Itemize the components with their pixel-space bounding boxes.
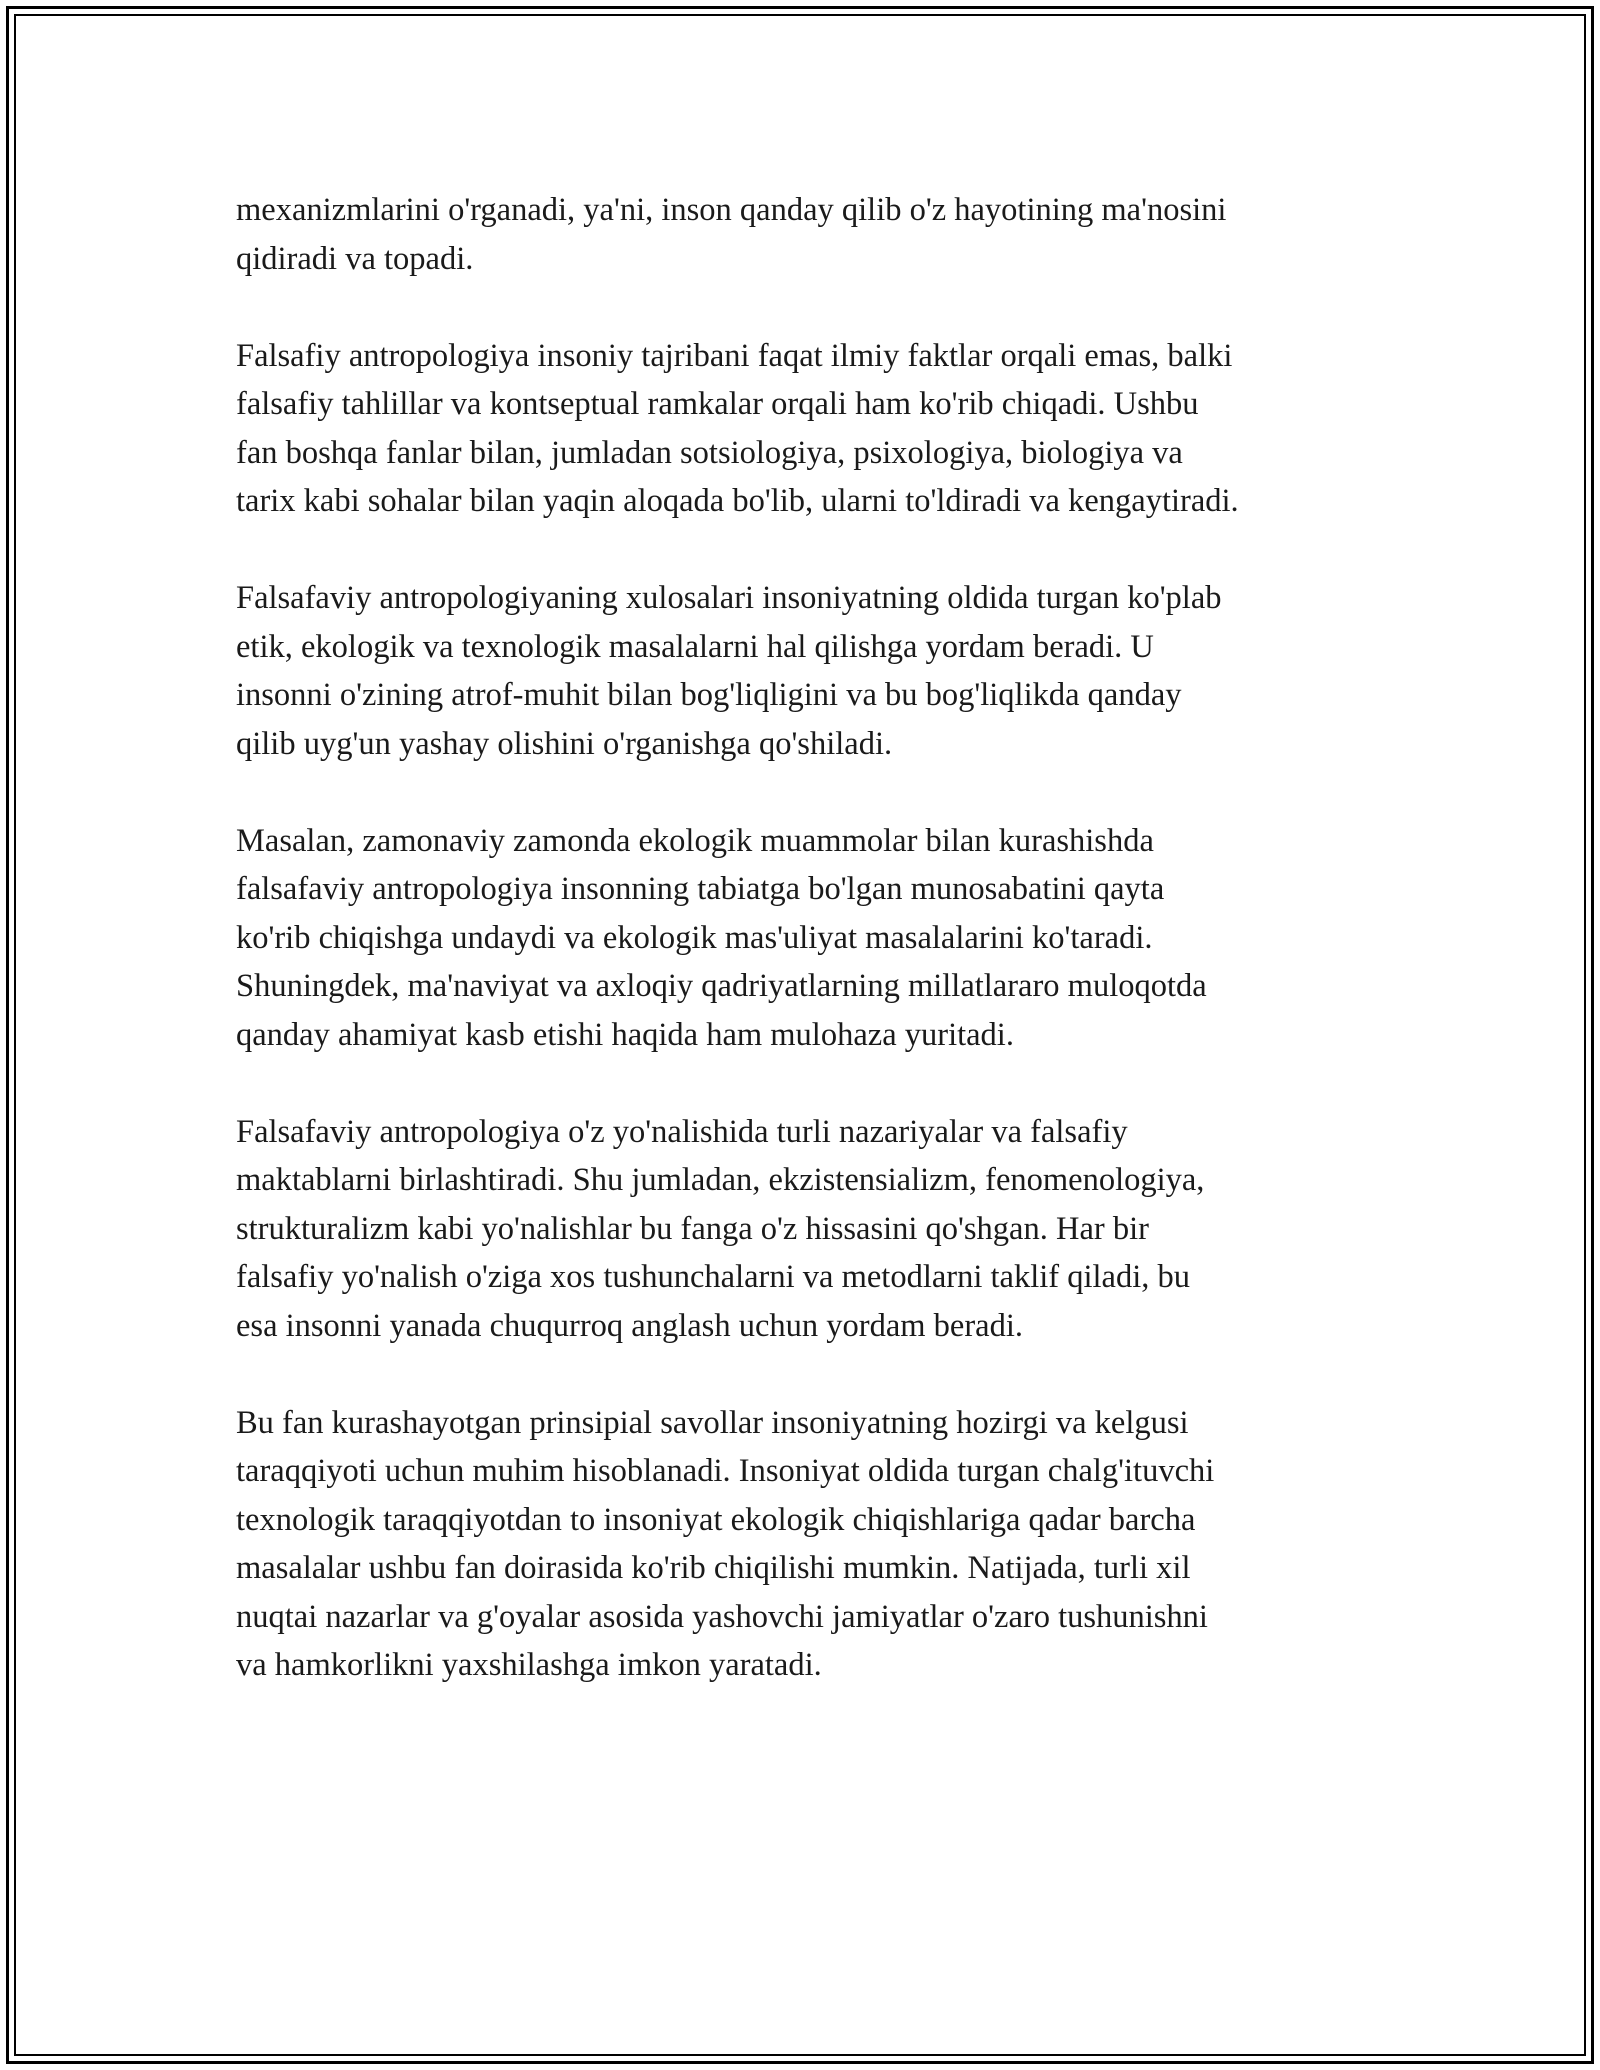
text-line: ko'rib chiqishga undaydi va ekologik mas'uliyat masalalarini ko'taradi.: [236, 919, 1153, 956]
text-line: Bu fan kurashayotgan prinsipial savollar insoniyatning hozirgi va kelgusi: [236, 1404, 1189, 1441]
text-line: falsafiy tahlillar va kontseptual ramkalar orqali ham ko'rib chiqadi. Ushbu: [236, 386, 1199, 422]
text-line: va hamkorlikni yaxshilashga imkon yaratadi.: [236, 1647, 822, 1683]
text-line: falsafiy yo'nalish o'ziga xos tushunchalarni va metodlarni taklif qiladi, bu: [236, 1259, 1190, 1295]
text-line: mexanizmlarini o'rganadi, ya'ni, inson qanday qilib o'z hayotining ma'nosini: [236, 192, 1227, 228]
text-line: taraqqiyoti uchun muhim hisoblanadi. Insoniyat oldida turgan chalg'ituvchi: [236, 1453, 1215, 1489]
text-line: Falsafaviy antropologiya o'z yo'nalishida turli nazariyalar va falsafiy: [236, 1113, 1128, 1150]
text-line: fan boshqa fanlar bilan, jumladan sotsiologiya, psixologiya, biologiya va: [236, 434, 1183, 471]
paragraph-6: [236, 1399, 1396, 1690]
text-line: maktablarni birlashtiradi. Shu jumladan, ekzistensializm, fenomenologiya,: [236, 1162, 1205, 1198]
paragraph-5: [236, 1108, 1396, 1351]
text-line: strukturalizm kabi yo'nalishlar bu fanga o'z hissasini qo'shgan. Har bir: [236, 1210, 1149, 1247]
text-line: masalalar ushbu fan doirasida ko'rib chiqilishi mumkin. Natijada, turli xil: [236, 1550, 1191, 1586]
text-line: tarix kabi sohalar bilan yaqin aloqada bo'lib, ularni to'ldiradi va kengaytiradi.: [236, 483, 1239, 519]
text-line: falsafaviy antropologiya insonning tabiatga bo'lgan munosabatini qayta: [236, 871, 1165, 907]
text-line: qidiradi va topadi.: [236, 240, 474, 277]
paragraph-3: [236, 574, 1396, 768]
text-line: qilib uyg'un yashay olishini o'rganishga qo'shiladi.: [236, 725, 893, 762]
text-line: Falsafaviy antropologiyaning xulosalari insoniyatning oldida turgan ko'plab: [236, 580, 1222, 616]
document-body: [236, 186, 1396, 1738]
text-line: qanday ahamiyat kasb etishi haqida ham mulohaza yuritadi.: [236, 1016, 1014, 1053]
text-line: etik, ekologik va texnologik masalalarni hal qilishga yordam beradi. U: [236, 628, 1154, 665]
text-line: nuqtai nazarlar va g'oyalar asosida yashovchi jamiyatlar o'zaro tushunishni: [236, 1598, 1208, 1635]
text-line: Falsafiy antropologiya insoniy tajribani faqat ilmiy faktlar orqali emas, balki: [236, 337, 1233, 374]
text-line: insonni o'zining atrof-muhit bilan bog'liqligini va bu bog'liqlikda qanday: [236, 677, 1182, 713]
text-line: texnologik taraqqiyotdan to insoniyat ekologik chiqishlariga qadar barcha: [236, 1501, 1196, 1538]
paragraph-1: [236, 186, 1396, 283]
paragraph-4: [236, 817, 1396, 1060]
text-line: esa insonni yanada chuqurroq anglash uchun yordam beradi.: [236, 1307, 1023, 1344]
text-line: Shuningdek, ma'naviyat va axloqiy qadriyatlarning millatlararo muloqotda: [236, 968, 1207, 1004]
text-line: Masalan, zamonaviy zamonda ekologik muammolar bilan kurashishda: [236, 822, 1154, 859]
paragraph-2: [236, 332, 1396, 526]
